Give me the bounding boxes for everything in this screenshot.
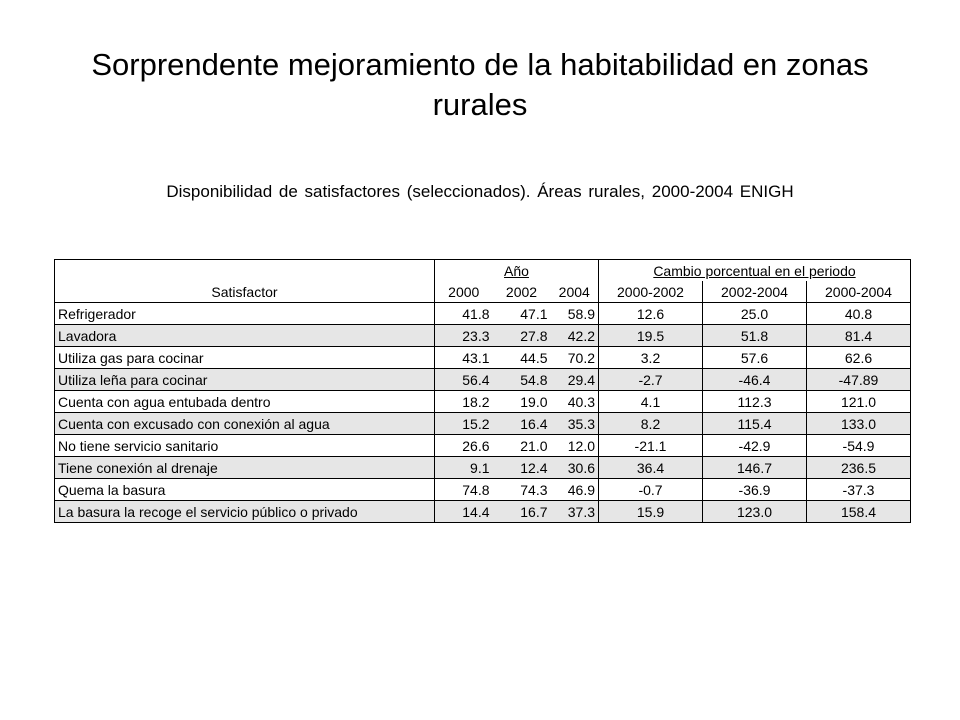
- table-cell: 15.2: [435, 413, 493, 435]
- table-cell: 19.5: [599, 325, 703, 347]
- table-cell: 19.0: [493, 391, 551, 413]
- table-cell: 123.0: [703, 501, 807, 523]
- row-label: Cuenta con agua entubada dentro: [55, 391, 435, 413]
- row-label: Refrigerador: [55, 303, 435, 325]
- table-cell: 4.1: [599, 391, 703, 413]
- table-cell: 43.1: [435, 347, 493, 369]
- table-cell: 40.3: [551, 391, 599, 413]
- header-group-change: [599, 260, 911, 282]
- table-cell: 18.2: [435, 391, 493, 413]
- table-cell: 158.4: [807, 501, 911, 523]
- table-cell: -0.7: [599, 479, 703, 501]
- header-satisfactor: Satisfactor: [55, 281, 435, 303]
- table-cell: 58.9: [551, 303, 599, 325]
- table-cell: -21.1: [599, 435, 703, 457]
- table-cell: 47.1: [493, 303, 551, 325]
- table-cell: 23.3: [435, 325, 493, 347]
- row-label: Cuenta con excusado con conexión al agua: [55, 413, 435, 435]
- table-cell: -36.9: [703, 479, 807, 501]
- header-col-2002: 2002: [493, 281, 551, 303]
- satisfactores-table: [54, 259, 911, 523]
- table-caption: Disponibilidad de satisfactores (seleccionados). Áreas rurales, 2000-2004 ENIGH: [166, 182, 794, 201]
- table-cell: 62.6: [807, 347, 911, 369]
- table-cell: 25.0: [703, 303, 807, 325]
- table-cell: 12.6: [599, 303, 703, 325]
- table-cell: 37.3: [551, 501, 599, 523]
- table-cell: 14.4: [435, 501, 493, 523]
- table-cell: -46.4: [703, 369, 807, 391]
- table-cell: 35.3: [551, 413, 599, 435]
- table-row: [55, 435, 911, 457]
- header-col-2000-2004: 2000-2004: [807, 281, 911, 303]
- table-row: [55, 303, 911, 325]
- header-col-2000: 2000: [435, 281, 493, 303]
- table-body: [55, 303, 911, 523]
- table-cell: 112.3: [703, 391, 807, 413]
- table-cell: 44.5: [493, 347, 551, 369]
- table-row: [55, 501, 911, 523]
- table-cell: 21.0: [493, 435, 551, 457]
- header-columns-row: [55, 281, 911, 303]
- table-cell: 40.8: [807, 303, 911, 325]
- row-label: Tiene conexión al drenaje: [55, 457, 435, 479]
- table-cell: 146.7: [703, 457, 807, 479]
- table-cell: 57.6: [703, 347, 807, 369]
- table-cell: -54.9: [807, 435, 911, 457]
- table-cell: 3.2: [599, 347, 703, 369]
- header-group-year-label: Año: [504, 263, 529, 279]
- table-cell: 115.4: [703, 413, 807, 435]
- table-cell: -37.3: [807, 479, 911, 501]
- table-cell: 16.4: [493, 413, 551, 435]
- table-cell: 133.0: [807, 413, 911, 435]
- table-row: [55, 369, 911, 391]
- row-label: No tiene servicio sanitario: [55, 435, 435, 457]
- slide-title: Sorprendente mejoramiento de la habitabilidad en zonas rurales: [91, 47, 869, 122]
- table-cell: 29.4: [551, 369, 599, 391]
- table-cell: 9.1: [435, 457, 493, 479]
- table-cell: 26.6: [435, 435, 493, 457]
- table-cell: 54.8: [493, 369, 551, 391]
- table-row: [55, 457, 911, 479]
- header-group-row: [55, 260, 911, 282]
- table-cell: 236.5: [807, 457, 911, 479]
- header-col-2004: 2004: [551, 281, 599, 303]
- table-cell: 46.9: [551, 479, 599, 501]
- table-cell: 8.2: [599, 413, 703, 435]
- row-label: Quema la basura: [55, 479, 435, 501]
- table-row: [55, 325, 911, 347]
- table-cell: 16.7: [493, 501, 551, 523]
- table-cell: 121.0: [807, 391, 911, 413]
- table-cell: 15.9: [599, 501, 703, 523]
- row-label: La basura la recoge el servicio público o privado: [55, 501, 435, 523]
- table-cell: 56.4: [435, 369, 493, 391]
- table-cell: 51.8: [703, 325, 807, 347]
- row-label: Utiliza gas para cocinar: [55, 347, 435, 369]
- table-cell: 41.8: [435, 303, 493, 325]
- header-col-2000-2002: 2000-2002: [599, 281, 703, 303]
- table-cell: -42.9: [703, 435, 807, 457]
- table-cell: 74.3: [493, 479, 551, 501]
- row-label: Lavadora: [55, 325, 435, 347]
- header-group-change-label: Cambio porcentual en el periodo: [653, 263, 856, 279]
- table-cell: 30.6: [551, 457, 599, 479]
- row-label: Utiliza leña para cocinar: [55, 369, 435, 391]
- table-cell: 81.4: [807, 325, 911, 347]
- table-cell: 74.8: [435, 479, 493, 501]
- table-cell: 36.4: [599, 457, 703, 479]
- header-group-year: [435, 260, 599, 282]
- table-row: [55, 347, 911, 369]
- table-cell: 12.4: [493, 457, 551, 479]
- table-cell: -2.7: [599, 369, 703, 391]
- header-corner: [55, 260, 435, 282]
- table-cell: 70.2: [551, 347, 599, 369]
- table-row: [55, 479, 911, 501]
- table-row: [55, 391, 911, 413]
- table-cell: 42.2: [551, 325, 599, 347]
- table-cell: 27.8: [493, 325, 551, 347]
- header-col-2002-2004: 2002-2004: [703, 281, 807, 303]
- table-cell: -47.89: [807, 369, 911, 391]
- table-cell: 12.0: [551, 435, 599, 457]
- table-row: [55, 413, 911, 435]
